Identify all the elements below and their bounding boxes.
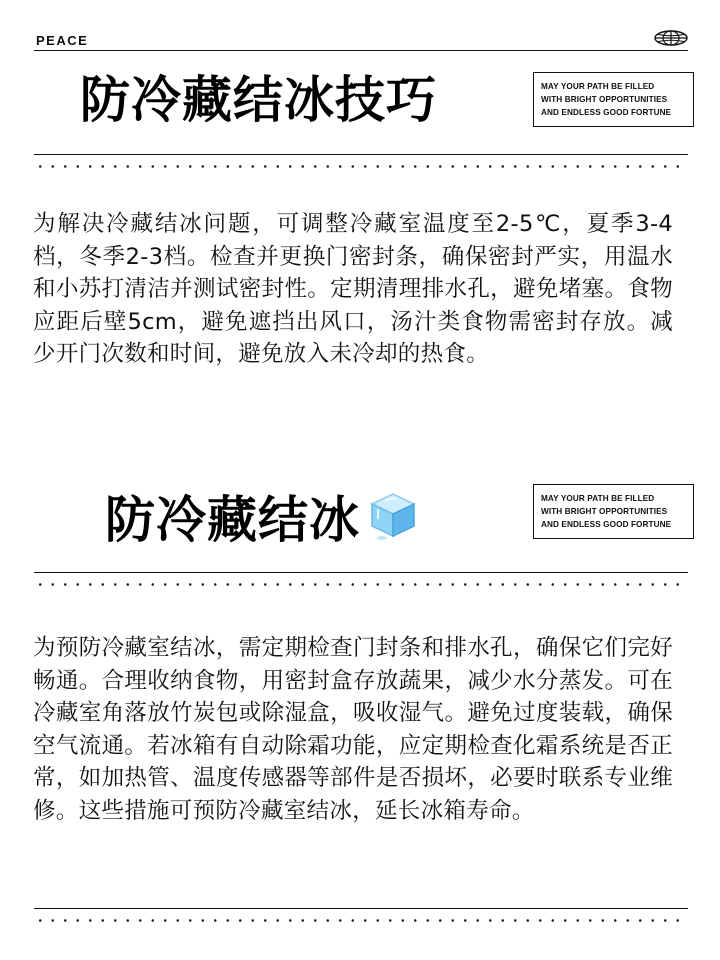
section2-body: 为预防冷藏室结冰，需定期检查门封条和排水孔，确保它们完好畅通。合理收纳食物，用密封盒存放蔬果，减少水分蒸发。可在冷藏室角落放竹炭包或除湿盒，吸收湿气。避免过度装载，确保空气流通。若冰箱有自动除霜功能，应定期检查化霜系统是否正常，如加热管、温度传感器等部件是否损坏，必要时联系专业维修。这些措施可预防冷藏室结冰，延长冰箱寿命。 <box>33 635 673 824</box>
section1-tagline-box <box>533 72 694 127</box>
tagline-line: WITH BRIGHT OPPORTUNITIES <box>541 507 668 516</box>
divider-dotted <box>34 572 688 592</box>
section1-body: 为解决冷藏结冰问题，可调整冷藏室温度至2-5℃，夏季3-4档，冬季2-3档。检查并更换门密封条，确保密封严实，用温水和小苏打清洁并测试密封性。定期清理排水孔，避免堵塞。食物应距后壁5cm，避免遮挡出风口，汤汁类食物需密封存放。减少开门次数和时间，避免放入未冷却的热食。 <box>33 211 673 367</box>
section2-title: 防冷藏结冰 <box>105 490 360 549</box>
tagline-line: WITH BRIGHT OPPORTUNITIES <box>541 95 668 104</box>
top-bar <box>34 28 688 51</box>
globe-icon <box>654 30 688 50</box>
section2-title-row <box>105 484 420 555</box>
divider-dotted <box>34 908 688 928</box>
brand-label: PEACE <box>36 33 89 48</box>
tagline-line: AND ENDLESS GOOD FORTUNE <box>541 108 672 117</box>
divider-dotted <box>34 154 688 174</box>
section1-title: 防冷藏结冰技巧 <box>80 71 437 129</box>
tagline-line: AND ENDLESS GOOD FORTUNE <box>541 520 672 529</box>
tagline-line: MAY YOUR PATH BE FILLED <box>541 494 655 503</box>
tagline-line: MAY YOUR PATH BE FILLED <box>541 82 655 91</box>
ice-cube-icon <box>366 488 420 555</box>
section2-tagline-box <box>533 484 694 539</box>
